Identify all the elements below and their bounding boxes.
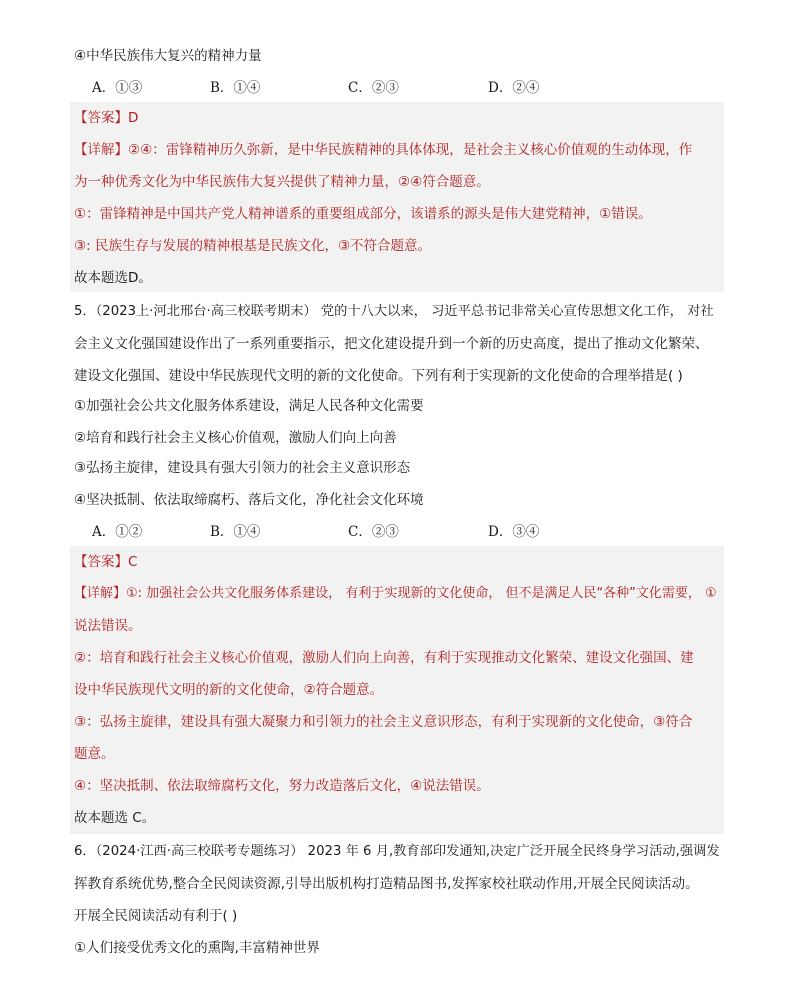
answer-value: D bbox=[128, 110, 139, 126]
q5-option-c: C．②③ bbox=[348, 524, 399, 540]
q4-conclusion: 故本题选D。 bbox=[74, 270, 152, 286]
q4-option-a: A．①③ bbox=[92, 80, 143, 96]
q5-option-b: B．①④ bbox=[210, 524, 261, 540]
q4-option-d: D．②④ bbox=[488, 80, 540, 96]
q5-detail-3: ②：培育和践行社会主义核心价值观，激励人们向上向善，有利于实现推动文化繁荣、建设文化强国、建 bbox=[74, 650, 694, 666]
q5-stem-2: 会主义文化强国建设作出了一系列重要指示，把文化建设提升到一个新的历史高度，提出了推动文化繁荣、 bbox=[74, 336, 709, 352]
q5-item-1: ①加强社会公共文化服务体系建设，满足人民各种文化需要 bbox=[74, 398, 424, 414]
q5-detail-1: 【详解】①: 加强社会公共文化服务体系建设， 有利于实现新的文化使命， 但不是满足人民“各种”文化需要， ① bbox=[74, 586, 717, 601]
q5-item-3: ③弘扬主旋律，建设具有强大引领力的社会主义意识形态 bbox=[74, 460, 411, 476]
q5-detail-4: 设中华民族现代文明的新的文化使命，②符合题意。 bbox=[74, 682, 384, 698]
q5-detail-7: ④：坚决抵制、依法取缔腐朽文化，努力改造落后文化，④说法错误。 bbox=[74, 778, 490, 794]
detail-tag: 【详解】 bbox=[74, 586, 127, 601]
q5-option-d: D．③④ bbox=[488, 524, 540, 540]
answer-tag: 【答案】 bbox=[74, 110, 128, 126]
q4-option-c: C．②③ bbox=[348, 80, 399, 96]
q4-option-b: B．①④ bbox=[210, 80, 261, 96]
answer-tag: 【答案】 bbox=[74, 554, 128, 570]
answer-value: C bbox=[128, 554, 138, 570]
detail-tag: 【详解】 bbox=[74, 142, 128, 158]
q4-answer-box bbox=[70, 102, 724, 292]
q6-stem-2: 挥教育系统优势,整合全民阅读资源,引导出版机构打造精品图书,发挥家校社联动作用,开展全民阅读活动。 bbox=[74, 876, 699, 892]
q5-stem-1: 5．（2023上·河北邢台·高三校联考期末） 党的十八大以来， 习近平总书记非常关心宣传思想文化工作， 对社 bbox=[74, 304, 714, 319]
q5-item-2: ②培育和践行社会主义核心价值观，激励人们向上向善 bbox=[74, 430, 397, 446]
q5-item-4: ④坚决抵制、依法取缔腐朽、落后文化，净化社会文化环境 bbox=[74, 492, 424, 508]
q4-detail-1: 【详解】②④：雷锋精神历久弥新，是中华民族精神的具体体现，是社会主义核心价值观的生动体现，作 bbox=[74, 142, 693, 158]
q4-item-4: ④中华民族伟大复兴的精神力量 bbox=[74, 48, 262, 64]
q4-detail-3: ①：雷锋精神是中国共产党人精神谱系的重要组成部分，该谱系的源头是伟大建党精神，①错误。 bbox=[74, 206, 652, 222]
q4-answer bbox=[74, 108, 724, 128]
q5-detail-2: 说法错误。 bbox=[74, 618, 142, 634]
q4-detail-4: ③: 民族生存与发展的精神根基是民族文化，③不符合题意。 bbox=[74, 238, 432, 254]
q5-stem-3: 建设文化强国、建设中华民族现代文明的新的文化使命。下列有利于实现新的文化使命的合理举措是( ) bbox=[74, 368, 683, 384]
q6-stem-1: 6．（2024·江西·高三校联考专题练习） 2023 年 6 月,教育部印发通知,决定广泛开展全民终身学习活动,强调发 bbox=[74, 844, 720, 859]
q5-option-a: A．①② bbox=[92, 524, 143, 540]
q6-item-1: ①人们接受优秀文化的熏陶,丰富精神世界 bbox=[74, 940, 320, 956]
q5-conclusion: 故本题选 C。 bbox=[74, 810, 156, 826]
q4-detail-2: 为一种优秀文化为中华民族伟大复兴提供了精神力量，②④符合题意。 bbox=[74, 174, 490, 190]
q5-detail-6: 题意。 bbox=[74, 746, 115, 762]
q5-detail-5: ③：弘扬主旋律，建设具有强大凝聚力和引领力的社会主义意识形态，有利于实现新的文化使命，③符合 bbox=[74, 714, 693, 730]
q5-answer bbox=[74, 552, 724, 572]
q6-stem-3: 开展全民阅读活动有利于( ) bbox=[74, 908, 238, 924]
